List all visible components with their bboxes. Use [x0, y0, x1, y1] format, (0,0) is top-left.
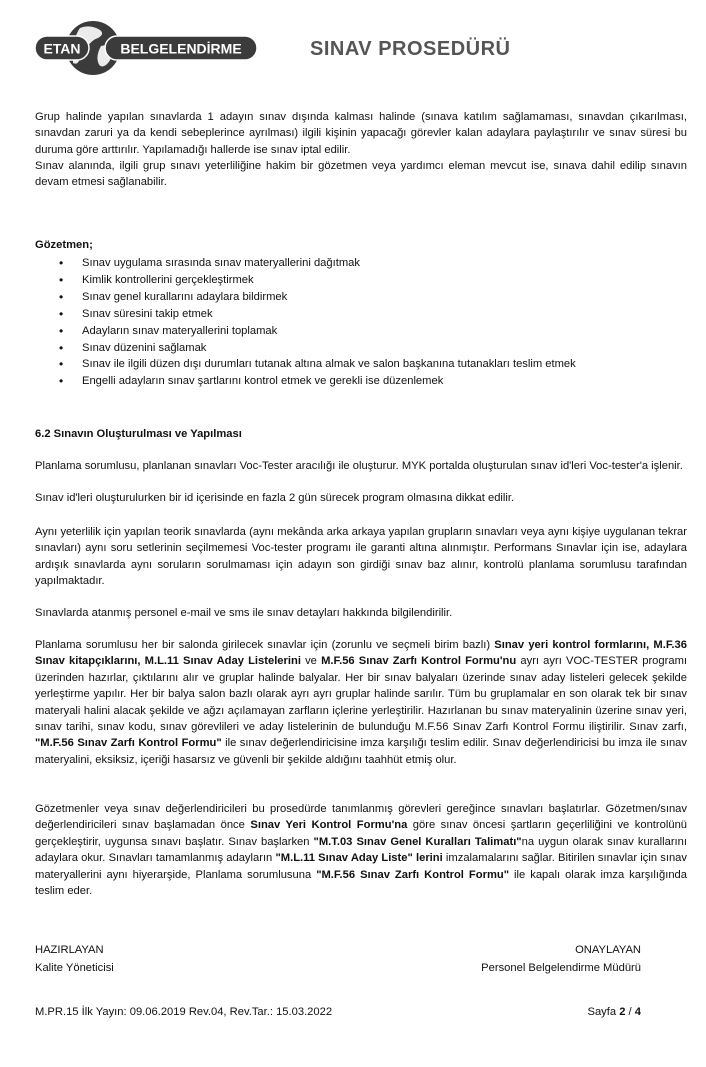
- document-title: SINAV PROSEDÜRÜ: [310, 38, 511, 60]
- list-item: • Adayların sınav materyallerini toplamak: [35, 323, 685, 340]
- list-item: • Engelli adayların sınav şartlarını kontrol etmek ve gerekli ise düzenlemek: [35, 373, 685, 390]
- list-item: • Sınav süresini takip etmek: [35, 306, 685, 323]
- section-paragraph-3: Aynı yeterlilik için yapılan teorik sınavlarda (aynı mekânda arka arkaya yapılan grupların sınavları veya aynı kişiye uygulanan tekrar sınavları) aynı soru setlerinin seçilmemesi Voc-tester programı ile garanti altına alınmıştır. Performans Sınavlar için ise, adaylara ardışık sınavlarda aynı soruların sorulmaması için adayın son girdiği sınav baz alınır, kontrolü planlama sorumlusu tarafından yapılmaktadır.: [35, 526, 687, 588]
- gozetmen-heading: Gözetmen;: [35, 239, 93, 251]
- signature-right: [481, 941, 641, 977]
- section-paragraph-6: Gözetmenler veya sınav değerlendiricileri bu prosedürde tanımlanmış görevleri gereğince sınavları başlatırlar. Gözetmen/sınav değerlendiricileri sınav başlamadan önce Sınav Yeri Kontrol Formu'na göre sınav öncesi şartların geçerliliğini ve kontrolünü gerçekleştirir, uygunsa sınavı başlatır. Sınav başlarken "M.T.03 Sınav Genel Kuralları Talimatı"na uygun olarak sınav kurallarını adaylara okur. Sınavları tamamlanmış adayların "M.L.11 Sınav Aday Liste" lerini imzalamalarını sağlar. Bitirilen sınavlar için sınav materyallerini aynı hiyerarşide, Planlama sorumlusuna "M.F.56 Sınav Zarfı Kontrol Formu" ile kapalı olarak imza karşılığında teslim eder.: [35, 803, 688, 898]
- section-paragraph-1: Planlama sorumlusu, planlanan sınavları Voc-Tester aracılığı ile oluşturur. MYK portalda oluşturulan sınav id'leri Voc-tester'a işlenir.: [35, 460, 683, 472]
- section-paragraph-4: Sınavlarda atanmış personel e-mail ve sms ile sınav detayları hakkında bilgilendirilir.: [35, 607, 453, 619]
- page-current: 2: [619, 1006, 626, 1018]
- section-paragraph-5: Planlama sorumlusu her bir salonda girilecek sınavlar için (zorunlu ve seçmeli birim bazlı) Sınav yeri kontrol formlarını, M.F.36 Sınav kitapçıklarını, M.L.11 Sınav Aday Listelerini ve M.F.56 Sınav Zarfı Kontrol Formu'nu ayrı ayrı VOC-TESTER programı üzerinden hazırlar, çıktılarını alır ve gruplar halinde balyalar. Her bir sınav balyaları üzerinde sınav aday listeleri gelecek şekilde yerleştirme yapılır. Her bir balya salon bazlı olarak ayrı ayrı gruplar halinde sarılır. Tüm bu gruplamalar en son olarak tek bir sınav materyali halini alacak şekilde ve ağzı açılamayan zarfların içlerine yerleştirilir. Hazırlanan bu sınav materyalinin üzerine sınav yeri, sınav tarihi, sınav kodu, sınav görevlileri ve aday listelerinin de bulunduğu M.F.56 Sınav Zarfı Kontrol Formu iliştirilir. Sınav zarfı, "M.F.56 Sınav Zarfı Kontrol Formu" ile sınav değerlendiricisine imza karşılığı teslim edilir. Sınav değerlendiricisi bu imza ile sınav materyalini, eksiksiz, içeriği hasarsız ve güvenli bir şekilde aldığını taahhüt etmiş olur.: [35, 639, 687, 766]
- list-item: • Kimlik kontrollerini gerçekleştirmek: [35, 272, 685, 289]
- signature-title-approved: ONAYLAYAN: [575, 944, 641, 956]
- section-heading: 6.2 Sınavın Oluşturulması ve Yapılması: [35, 428, 242, 440]
- logo-text-right: BELGELENDİRME: [120, 40, 242, 57]
- signature-title-prepared: HAZIRLAYAN: [35, 944, 104, 956]
- page-total: 4: [634, 1006, 641, 1018]
- page-separator: /: [625, 1006, 635, 1018]
- gozetmen-duty-list: [35, 255, 685, 390]
- footer-doc-info: M.PR.15 İlk Yayın: 09.06.2019 Rev.04, Rev.Tar.: 15.03.2022: [35, 1006, 333, 1018]
- signature-left: [35, 941, 114, 977]
- footer-page-number: [587, 1006, 641, 1018]
- intro-paragraph-1: Grup halinde yapılan sınavlarda 1 adayın sınav dışında kalması halinde (sınava katılım sağlamaması, sınavdan çıkarılması, sınavdan zaruri ya da kendi sebeplerince ayrılması) ilgili kişinin yapacağı görevler kalan adaylara paylaştırılır ve sınav süresi bu duruma göre arttırılır. Yapılamadığı hallerde ise sınav iptal edilir.: [35, 111, 687, 156]
- list-item: • Sınav genel kurallarını adaylara bildirmek: [35, 289, 685, 306]
- signature-role-prepared: Kalite Yöneticisi: [35, 962, 114, 974]
- page-label: Sayfa: [587, 1006, 617, 1018]
- list-item: • Sınav uygulama sırasında sınav materyallerini dağıtmak: [35, 255, 685, 272]
- company-logo: [33, 18, 259, 78]
- list-item: • Sınav düzenini sağlamak: [35, 340, 685, 357]
- signature-role-approved: Personel Belgelendirme Müdürü: [481, 962, 641, 974]
- intro-paragraph-2: Sınav alanında, ilgili grup sınavı yeterliliğine hakim bir gözetmen veya yardımcı eleman mevcut ise, sınava dahil edilip sınavın devam etmesi sağlanabilir.: [35, 160, 687, 189]
- list-item: • Sınav ile ilgili düzen dışı durumları tutanak altına almak ve salon başkanına tutanakları teslim etmek: [35, 356, 685, 373]
- section-paragraph-2: Sınav id'leri oluşturulurken bir id içerisinde en fazla 2 gün sürecek program olmasına dikkat edilir.: [35, 492, 515, 504]
- logo-text-left: ETAN: [43, 40, 81, 57]
